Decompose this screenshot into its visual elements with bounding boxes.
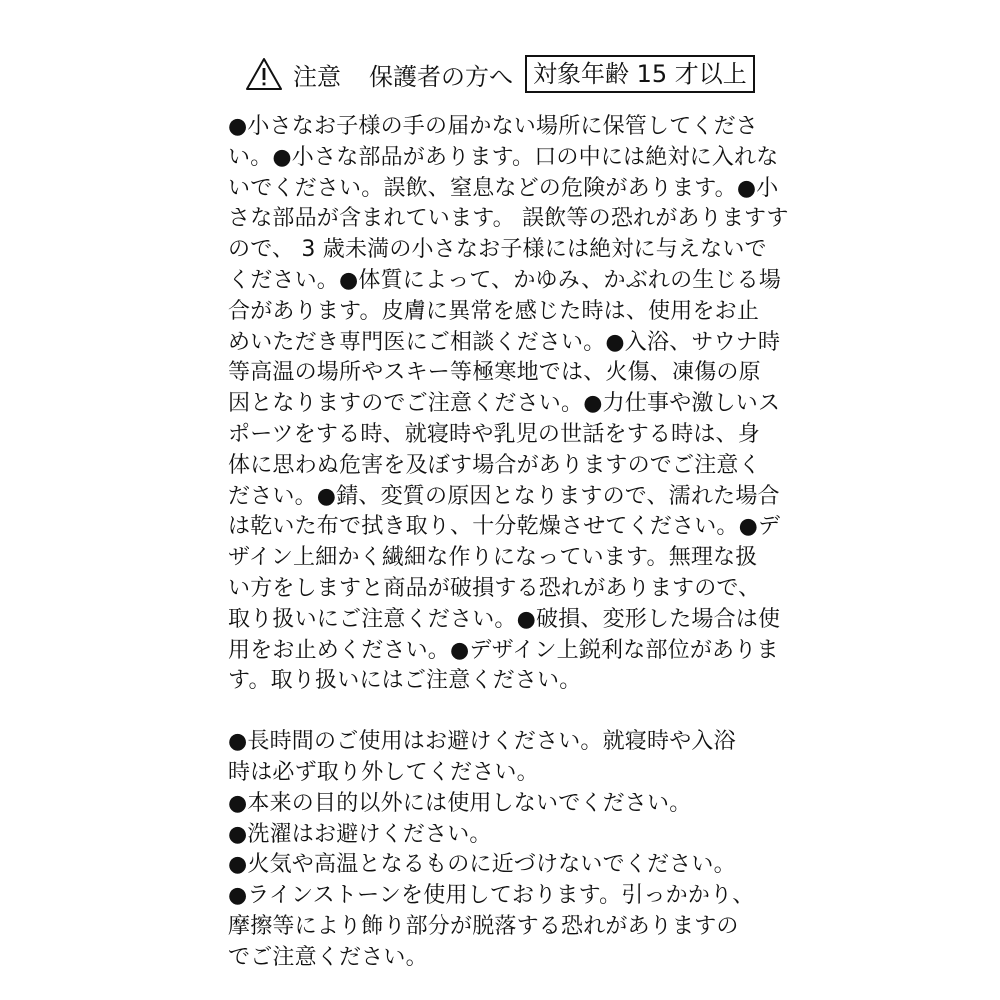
text-line: めいただき専門医にご相談ください。●入浴、サウナ時 xyxy=(228,329,781,355)
text-line: ザイン上細かく繊細な作りになっています。無理な扱 xyxy=(228,545,758,571)
text-line: ので、 3 歳未満の小さなお子様には絶対に与えないで xyxy=(228,237,767,263)
caution-label: 注意 xyxy=(293,62,341,91)
age-badge: 対象年齢 15 才以上 xyxy=(525,55,755,93)
text-line: 体に思わぬ危害を及ぼす場合がありますのでご注意く xyxy=(228,452,761,478)
text-line: さな部品が含まれています。 誤飲等の恐れがありますす xyxy=(228,206,789,232)
warning-triangle-icon xyxy=(245,57,283,91)
text-line: ●本来の目的以外には使用しないでください。 xyxy=(228,790,692,816)
text-line: ●火気や高温となるものに近づけないでください。 xyxy=(228,852,736,878)
text-line: 合があります。皮膚に異常を感じた時は、使用をお止 xyxy=(228,298,760,324)
warnings-paragraph xyxy=(228,112,789,697)
text-line: ●ラインストーンを使用しております。引っかかり、 xyxy=(228,883,755,909)
text-line: 等高温の場所やスキー等極寒地では、火傷、凍傷の原 xyxy=(228,360,761,386)
text-line: 用をお止めください。●デザイン上鋭利な部位がありま xyxy=(228,637,779,663)
text-line: ポーツをする時、就寝時や乳児の世話をする時は、身 xyxy=(228,421,760,447)
text-line: ●長時間のご使用はお避けください。就寝時や入浴 xyxy=(228,729,736,755)
usage-notes-paragraph xyxy=(228,727,773,973)
text-line: ●洗濯はお避けください。 xyxy=(228,821,492,847)
text-line: ●小さなお子様の手の届かない場所に保管してくださ xyxy=(228,114,758,139)
text-line: 時は必ず取り外してください。 xyxy=(228,759,539,785)
text-line: ください。●体質によって、かゆみ、かぶれの生じる場 xyxy=(228,267,782,293)
text-line: は乾いた布で拭き取り、十分乾燥させてください。●デ xyxy=(228,514,781,540)
text-line: 摩擦等により飾り部分が脱落する恐れがありますの xyxy=(228,913,739,939)
text-line: 因となりますのでご注意ください。●力仕事や激しいス xyxy=(228,391,781,417)
text-line: す。取り扱いにはご注意ください。 xyxy=(228,668,582,694)
text-line: い。●小さな部品があります。口の中には絶対に入れな xyxy=(228,144,779,170)
caution-header xyxy=(245,52,765,96)
text-line: ださい。●錆、変質の原因となりますので、濡れた場合 xyxy=(228,483,780,509)
paragraph-spacer xyxy=(228,697,773,727)
caution-body xyxy=(228,112,789,974)
text-line: い方をしますと商品が破損する恐れがありますので、 xyxy=(228,575,761,601)
text-line: でご注意ください。 xyxy=(228,944,428,970)
text-line: 取り扱いにご注意ください。●破損、変形した場合は使 xyxy=(228,606,781,632)
text-line: いでください。誤飲、窒息などの危険があります。●小 xyxy=(228,175,779,201)
guardian-label: 保護者の方へ xyxy=(369,62,513,91)
